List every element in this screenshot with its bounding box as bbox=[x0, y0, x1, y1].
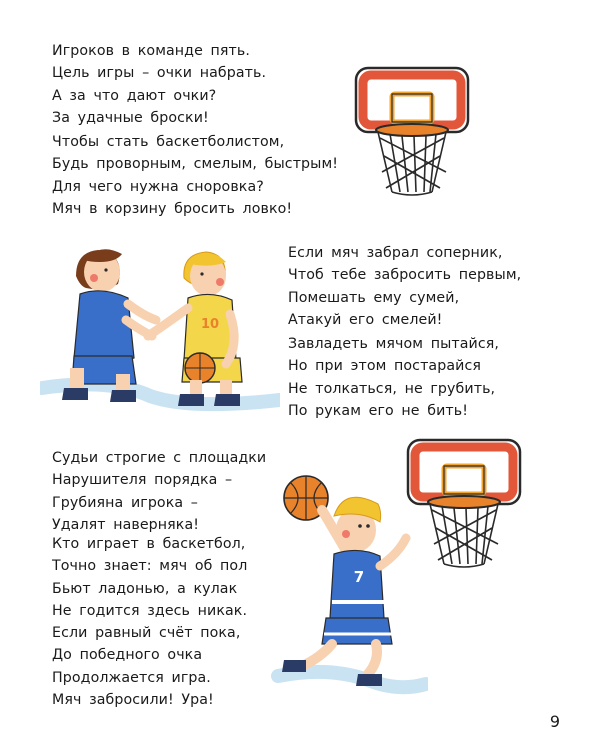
stanza-line: Чтобы стать баскетболистом, bbox=[52, 134, 285, 150]
stanza-line: Удалят наверняка! bbox=[52, 516, 200, 533]
stanza-line: Бьют ладонью, а кулак bbox=[52, 580, 238, 597]
stanza-line: Игроков в команде пять. bbox=[52, 43, 250, 59]
basketball-hoop-illustration bbox=[352, 64, 472, 200]
stanza-line: А за что дают очки? bbox=[52, 87, 217, 104]
stanza-line: Если равный счёт пока, bbox=[52, 625, 241, 641]
stanza-line: Для чего нужна сноровка? bbox=[52, 178, 264, 195]
stanza-7 bbox=[52, 622, 240, 711]
stanza-line: Завладеть мячом пытайся, bbox=[288, 336, 500, 352]
stanza-line: Не толкаться, не грубить, bbox=[288, 380, 496, 397]
stanza-line: Атакуй его смелей! bbox=[288, 311, 443, 328]
stanza-line: Кто играет в баскетбол, bbox=[52, 536, 246, 552]
stanza-line: Мяч в корзину бросить ловко! bbox=[52, 200, 293, 217]
stanza-line: По рукам его не бить! bbox=[288, 402, 469, 419]
stanza-line: Будь проворным, смелым, быстрым! bbox=[52, 156, 339, 173]
stanza-line: Но при этом постарайся bbox=[288, 358, 481, 375]
stanza-line: Грубияна игрока – bbox=[52, 494, 198, 511]
defender-boy-figure bbox=[62, 249, 156, 402]
stanza-4 bbox=[288, 333, 499, 422]
stanza-5 bbox=[52, 447, 266, 536]
stanza-line: Если мяч забрал соперник, bbox=[288, 245, 503, 261]
stanza-3 bbox=[288, 242, 521, 331]
stanza-line: Мяч забросили! Ура! bbox=[52, 691, 214, 708]
stanza-1 bbox=[52, 40, 266, 129]
page-number: 9 bbox=[549, 712, 560, 731]
two-players-illustration bbox=[40, 228, 280, 420]
stanza-2 bbox=[52, 131, 338, 220]
stanza-line: Продолжается игра. bbox=[52, 669, 211, 686]
stanza-line: Помешать ему сумей, bbox=[288, 289, 460, 306]
stanza-line: Нарушителя порядка – bbox=[52, 472, 233, 489]
dribbling-boy-figure bbox=[148, 252, 242, 406]
jersey-number-7: 7 bbox=[353, 568, 365, 586]
stanza-line: Судьи строгие с площадки bbox=[52, 450, 267, 466]
jersey-number-10: 10 bbox=[200, 317, 220, 332]
stanza-line: Точно знает: мяч об пол bbox=[52, 558, 248, 575]
stanza-line: За удачные броски! bbox=[52, 109, 209, 126]
stanza-line: Не годится здесь никак. bbox=[52, 602, 248, 619]
stanza-line: Чтоб тебе забросить первым, bbox=[288, 267, 522, 284]
shooting-player-illustration bbox=[268, 470, 428, 698]
stanza-line: Цель игры – очки набрать. bbox=[52, 65, 267, 82]
stanza-line: До победного очка bbox=[52, 647, 203, 664]
stanza-6 bbox=[52, 533, 247, 622]
